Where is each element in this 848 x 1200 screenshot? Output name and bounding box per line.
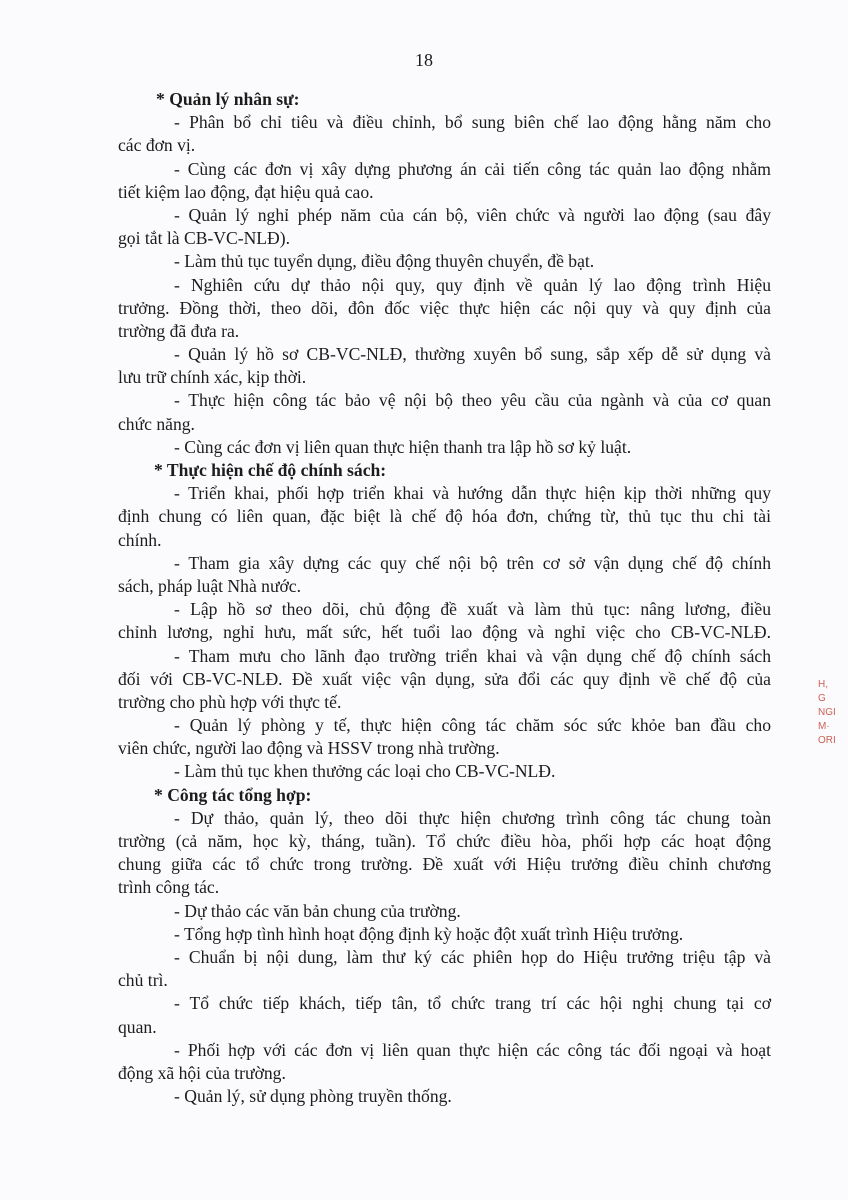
text-line: trường đã đưa ra. <box>118 320 240 341</box>
text-line: - Tham gia xây dựng các quy chế nội bộ trên cơ sở vận dụng chế độ chính <box>174 552 771 573</box>
text-line: - Triển khai, phối hợp triển khai và hướng dẫn thực hiện kịp thời những quy <box>174 483 771 504</box>
seal-text: M· <box>818 721 830 732</box>
section-heading: * Thực hiện chế độ chính sách: <box>154 460 387 480</box>
text-line: động xã hội của trường. <box>118 1062 286 1083</box>
seal-text: G <box>818 693 826 704</box>
page-number: 18 <box>415 50 433 70</box>
text-line: chỉnh lương, nghỉ hưu, mất sức, hết tuổi lao động và nghỉ việc cho CB-VC-NLĐ. <box>118 622 771 643</box>
seal-text: ORI <box>818 735 836 746</box>
text-line: chung giữa các tổ chức trong trường. Đề xuất với Hiệu trưởng điều chỉnh chương <box>118 854 771 875</box>
text-line: - Phối hợp với các đơn vị liên quan thực hiện các công tác đối ngoại và hoạt <box>174 1039 771 1060</box>
text-line: định chung có liên quan, đặc biệt là chế độ hóa đơn, chứng từ, thủ tục thu chi tài <box>118 506 771 527</box>
text-line: trường (cả năm, học kỳ, tháng, tuần). Tổ chức điều hòa, phối hợp các hoạt động <box>118 831 771 851</box>
text-line: - Cùng các đơn vị xây dựng phương án cải tiến công tác quản lao động nhằm <box>174 158 771 179</box>
text-line: - Làm thủ tục khen thưởng các loại cho CB-VC-NLĐ. <box>174 761 556 782</box>
text-line: - Phân bổ chỉ tiêu và điều chỉnh, bổ sung biên chế lao động hằng năm cho <box>174 112 771 133</box>
text-line: chức năng. <box>118 413 195 434</box>
text-line: gọi tắt là CB-VC-NLĐ). <box>118 228 291 249</box>
text-line: tiết kiệm lao động, đạt hiệu quả cao. <box>118 181 374 202</box>
text-line: - Lập hồ sơ theo dõi, chủ động đề xuất và làm thủ tục: nâng lương, điều <box>174 599 771 620</box>
text-line: trường cho phù hợp với thực tế. <box>118 691 342 712</box>
text-line: - Tổ chức tiếp khách, tiếp tân, tổ chức trang trí các hội nghị chung tại cơ <box>174 993 771 1014</box>
text-line: đối với CB-VC-NLĐ. Đề xuất việc vận dụng, sửa đổi các quy định về chế độ của <box>118 668 771 689</box>
text-line: lưu trữ chính xác, kịp thời. <box>118 367 307 388</box>
text-line: - Tham mưu cho lãnh đạo trường triển khai và vận dụng chế độ chính sách <box>174 645 771 666</box>
text-line: - Quản lý, sử dụng phòng truyền thống. <box>174 1086 452 1107</box>
text-line: - Cùng các đơn vị liên quan thực hiện thanh tra lập hồ sơ kỷ luật. <box>174 436 632 457</box>
text-line: chính. <box>118 529 162 550</box>
text-line: - Dự thảo, quản lý, theo dõi thực hiện chương trình công tác chung toàn <box>174 807 771 828</box>
text-line: - Làm thủ tục tuyển dụng, điều động thuyên chuyển, đề bạt. <box>174 251 595 272</box>
text-line: quan. <box>118 1016 157 1037</box>
text-line: - Quản lý nghỉ phép năm của cán bộ, viên chức và người lao động (sau đây <box>174 204 771 225</box>
text-line: trưởng. Đồng thời, theo dõi, đôn đốc việc thực hiện các nội quy và quy định của <box>118 297 771 318</box>
text-line: - Quản lý hồ sơ CB-VC-NLĐ, thường xuyên bổ sung, sắp xếp dễ sử dụng và <box>174 344 771 365</box>
document-body <box>118 88 771 1108</box>
text-line: - Dự thảo các văn bản chung của trường. <box>174 900 461 921</box>
text-line: các đơn vị. <box>118 135 196 156</box>
red-stamp-fragment <box>818 678 848 818</box>
text-line: - Tổng hợp tình hình hoạt động định kỳ hoặc đột xuất trình Hiệu trưởng. <box>174 923 684 944</box>
text-line: - Thực hiện công tác bảo vệ nội bộ theo yêu cầu của ngành và của cơ quan <box>174 390 771 411</box>
text-line: - Nghiên cứu dự thảo nội quy, quy định về quản lý lao động trình Hiệu <box>174 274 771 295</box>
text-line: trình công tác. <box>118 877 220 898</box>
text-line: - Quản lý phòng y tế, thực hiện công tác chăm sóc sức khỏe ban đầu cho <box>174 715 771 736</box>
section-heading: * Quản lý nhân sự: <box>156 89 300 109</box>
seal-text: H, <box>818 679 828 690</box>
text-line: - Chuẩn bị nội dung, làm thư ký các phiên họp do Hiệu trưởng triệu tập và <box>174 946 771 967</box>
text-line: viên chức, người lao động và HSSV trong nhà trường. <box>118 738 500 759</box>
text-line: chủ trì. <box>118 970 168 991</box>
seal-text: NGI <box>818 707 836 718</box>
section-heading: * Công tác tổng hợp: <box>154 784 312 805</box>
text-line: sách, pháp luật Nhà nước. <box>118 575 301 596</box>
